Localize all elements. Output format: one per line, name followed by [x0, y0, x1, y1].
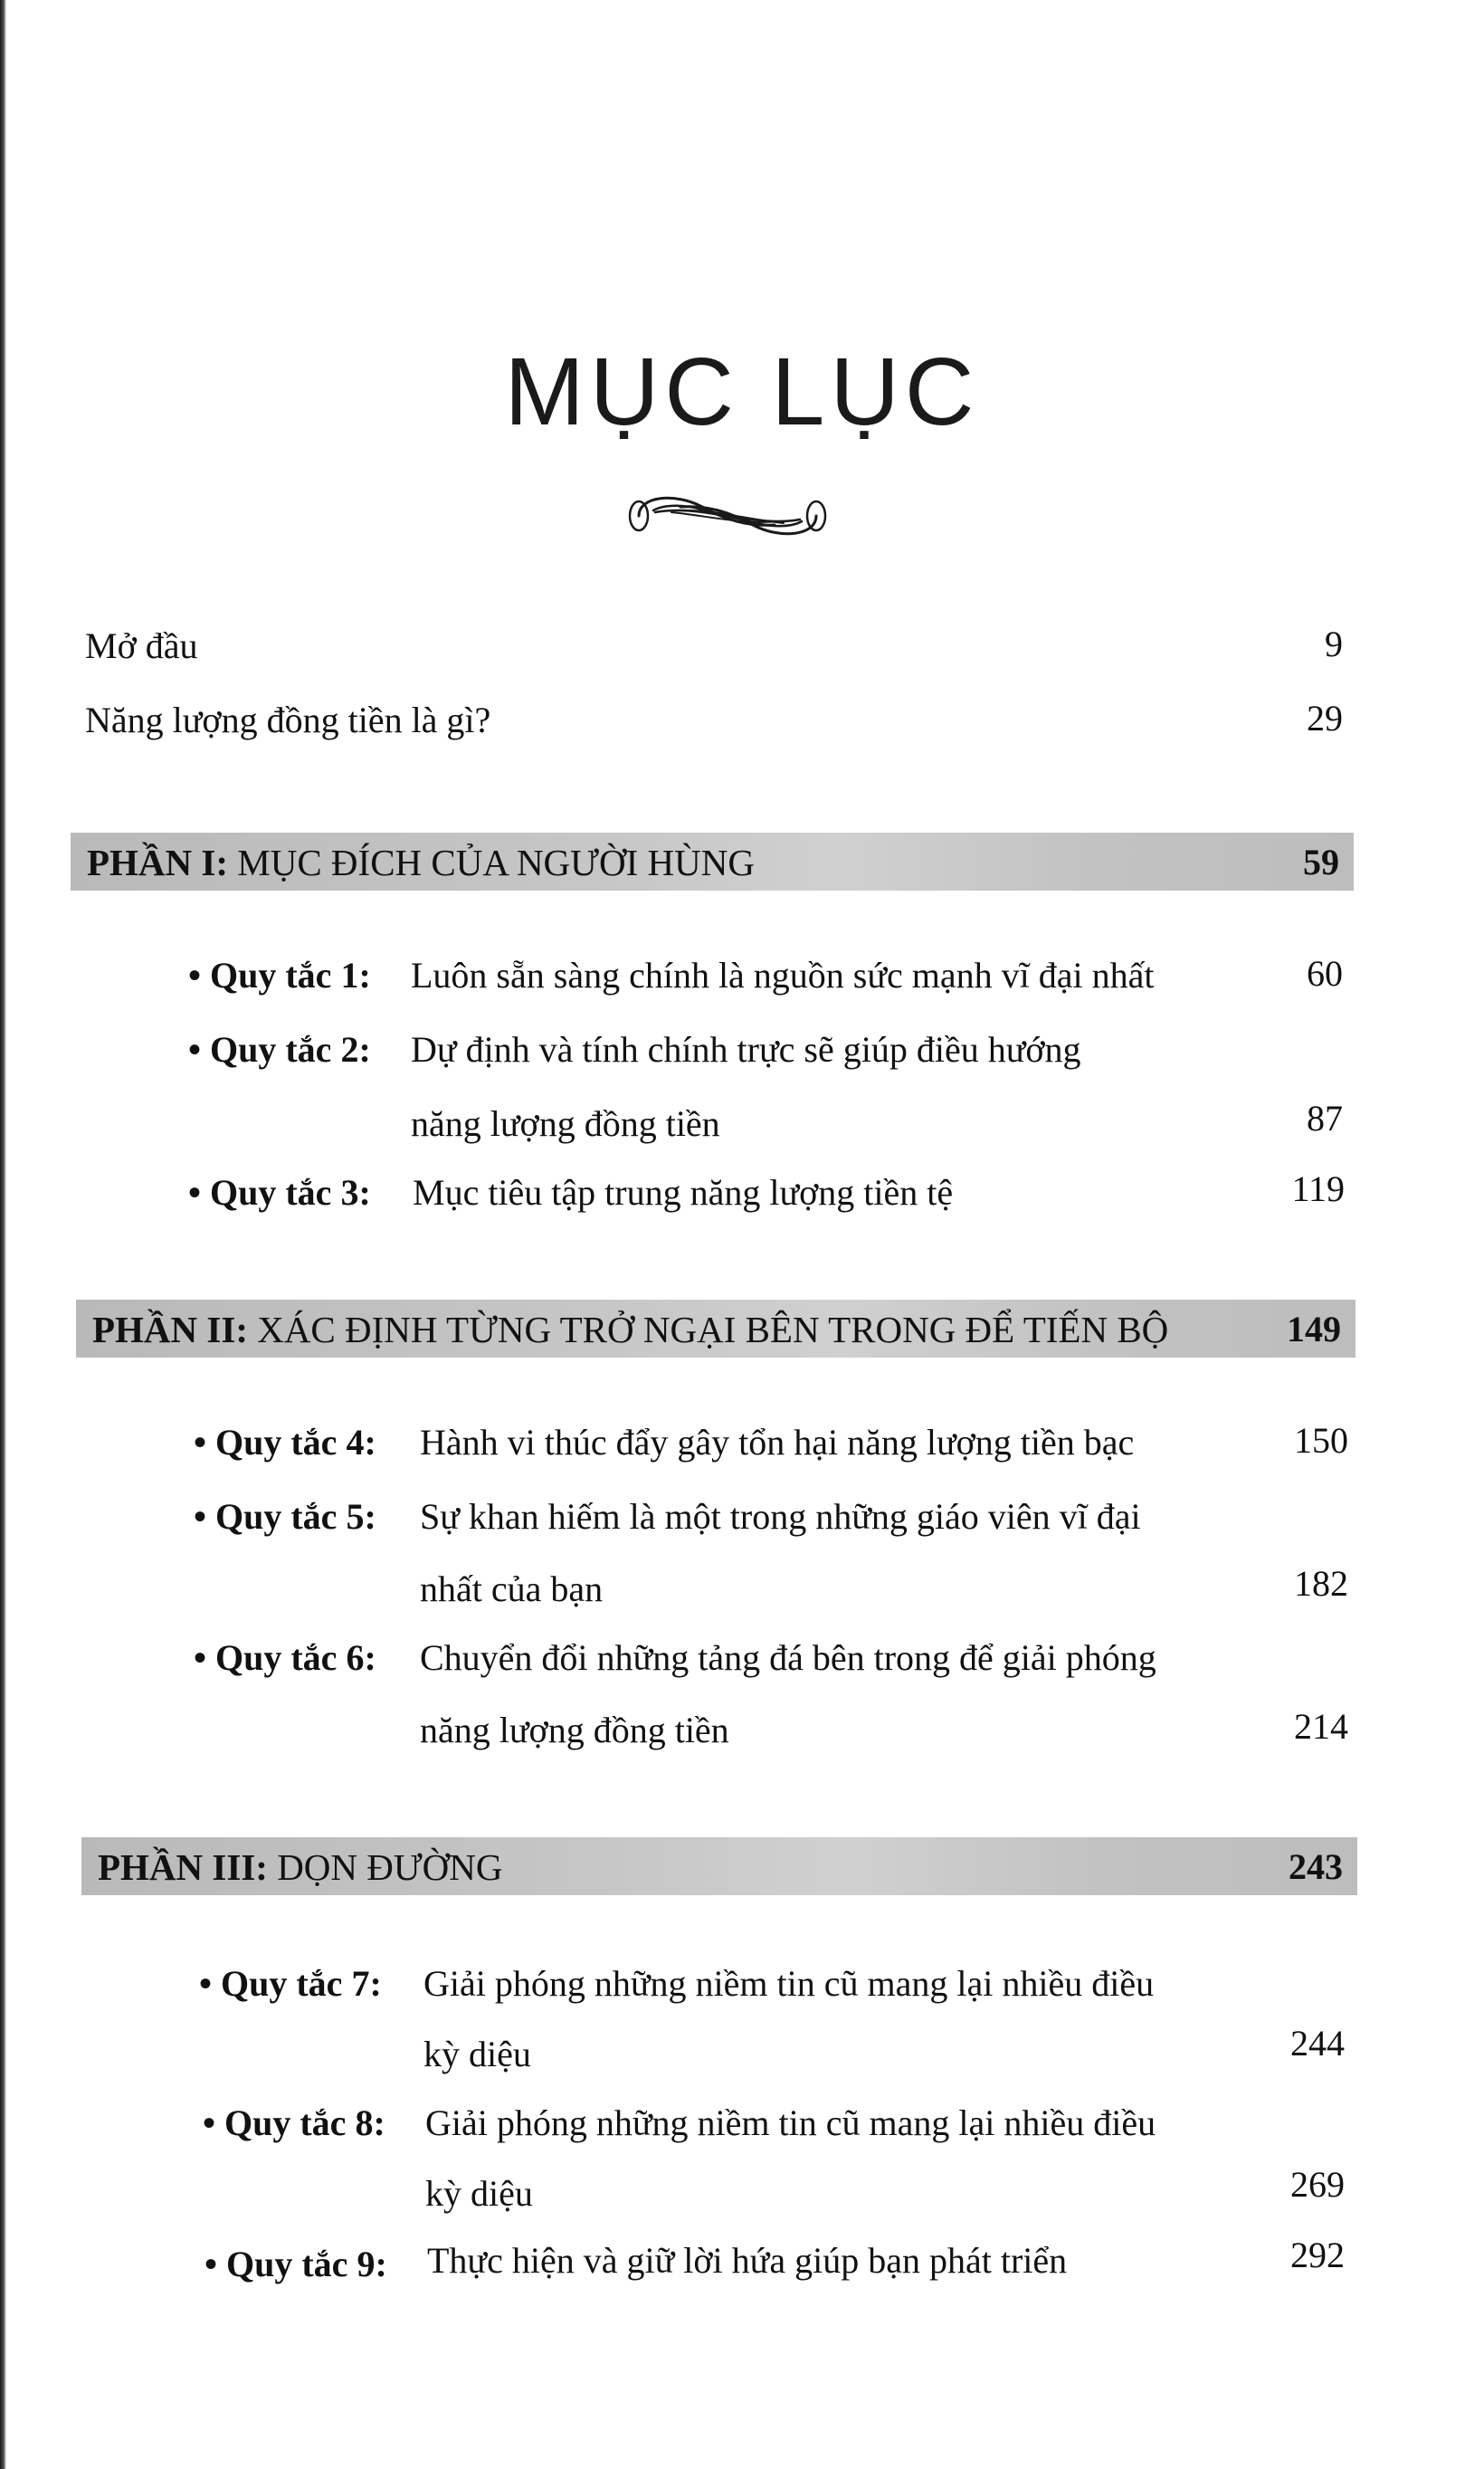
rule-label: • Quy tắc 3:: [188, 1172, 371, 1213]
toc-page-number: 269: [1290, 2164, 1345, 2205]
rule-label: • Quy tắc 1:: [188, 955, 371, 996]
rule-label: • Quy tắc 8:: [203, 2102, 385, 2143]
rule-6-title-cont[interactable]: năng lượng đồng tiền: [420, 1710, 729, 1750]
toc-entry-what-is-money-energy[interactable]: Năng lượng đồng tiền là gì?: [85, 700, 491, 740]
part-page-number: 149: [1287, 1309, 1341, 1349]
part-page-number: 59: [1303, 842, 1339, 882]
rule-7-title[interactable]: Giải phóng những niềm tin cũ mang lại nhiều điều: [423, 1963, 1155, 2004]
rule-8-title[interactable]: Giải phóng những niềm tin cũ mang lại nhiều điều: [425, 2102, 1156, 2143]
rule-label: • Quy tắc 7:: [199, 1963, 382, 2004]
part-header-title: [92, 1311, 1168, 1349]
toc-page-number: 182: [1294, 1563, 1348, 1604]
rule-3-title[interactable]: Mục tiêu tập trung năng lượng tiền tệ: [413, 1172, 954, 1213]
part-name: DỌN ĐƯỜNG: [277, 1846, 503, 1888]
part-name: XÁC ĐỊNH TỪNG TRỞ NGẠI BÊN TRONG ĐỂ TIẾN BỘ: [257, 1309, 1169, 1350]
rule-5-title-cont[interactable]: nhất của bạn: [420, 1568, 604, 1609]
part-label: PHẦN I:: [87, 842, 229, 883]
part-header-1[interactable]: [71, 833, 1354, 891]
toc-entry-intro[interactable]: Mở đầu: [85, 625, 198, 666]
rule-6-title[interactable]: Chuyển đổi những tảng đá bên trong để giải phóng: [420, 1637, 1156, 1678]
rule-2-title[interactable]: Dự định và tính chính trực sẽ giúp điều hướng: [411, 1029, 1081, 1070]
toc-page-number: 29: [1307, 698, 1343, 739]
toc-page-number: 60: [1307, 953, 1343, 994]
part-label: PHẦN III:: [98, 1846, 268, 1888]
part-name: MỤC ĐÍCH CỦA NGƯỜI HÙNG: [237, 842, 755, 883]
rule-label: • Quy tắc 6:: [194, 1637, 376, 1678]
rule-label: • Quy tắc 9:: [205, 2244, 387, 2284]
rule-8-title-cont[interactable]: kỳ diệu: [425, 2173, 533, 2214]
page-title: MỤC LỤC: [504, 338, 980, 445]
toc-page-number: 9: [1325, 624, 1343, 664]
part-header-title: [87, 844, 755, 882]
toc-page-number: 244: [1290, 2023, 1345, 2064]
part-header-3[interactable]: [81, 1837, 1357, 1895]
rule-5-title[interactable]: Sự khan hiếm là một trong những giáo viên vĩ đại: [420, 1496, 1141, 1537]
rule-label: • Quy tắc 4:: [194, 1422, 376, 1463]
rule-label: • Quy tắc 2:: [188, 1029, 371, 1070]
toc-page-number: 292: [1290, 2235, 1345, 2275]
toc-page-number: 150: [1294, 1420, 1348, 1461]
toc-page-number: 119: [1291, 1168, 1345, 1209]
flourish-ornament-icon: [621, 480, 834, 552]
part-label: PHẦN II:: [92, 1309, 248, 1350]
toc-page-number: 214: [1294, 1706, 1348, 1747]
rule-4-title[interactable]: Hành vi thúc đẩy gây tổn hại năng lượng tiền bạc: [420, 1422, 1135, 1463]
part-page-number: 243: [1289, 1846, 1343, 1887]
rule-1-title[interactable]: Luôn sẵn sàng chính là nguồn sức mạnh vĩ đại nhất: [411, 955, 1155, 996]
part-header-2[interactable]: [76, 1300, 1356, 1358]
toc-page-number: 87: [1307, 1098, 1343, 1139]
rule-label: • Quy tắc 5:: [194, 1496, 376, 1537]
rule-9-title[interactable]: Thực hiện và giữ lời hứa giúp bạn phát triển: [427, 2240, 1068, 2281]
rule-7-title-cont[interactable]: kỳ diệu: [423, 2034, 531, 2074]
rule-2-title-cont[interactable]: năng lượng đồng tiền: [411, 1103, 720, 1144]
part-header-title: [98, 1846, 503, 1888]
